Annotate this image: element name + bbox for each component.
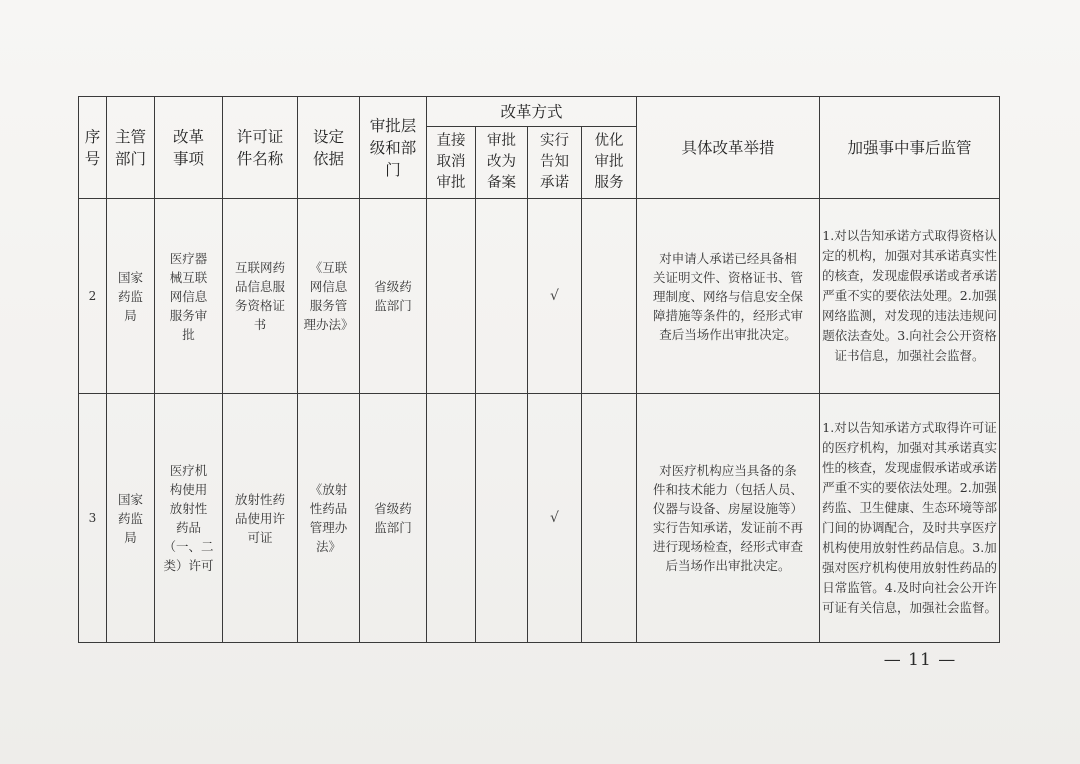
header-methods-group: 改革方式 [427, 97, 637, 127]
row-level: 省级药 监部门 [360, 199, 427, 394]
row-department: 国家 药监 局 [107, 394, 155, 643]
header-department: 主管 部门 [107, 97, 155, 199]
header-method-cancel: 直接 取消 审批 [427, 127, 476, 199]
header-item: 改革 事项 [155, 97, 223, 199]
row-method-notify: √ [528, 394, 582, 643]
row-method-cancel [427, 199, 476, 394]
row-license: 放射性药 品使用许 可证 [223, 394, 298, 643]
header-level: 审批层 级和部 门 [360, 97, 427, 199]
row-measures: 对申请人承诺已经具备相 关证明文件、资格证书、管 理制度、网络与信息安全保 障措施等条件的，经形式审 查后当场作出审批决定。 [637, 199, 820, 394]
row-method-record [476, 394, 528, 643]
header-seq: 序 号 [79, 97, 107, 199]
row-basis: 《放射 性药品 管理办 法》 [298, 394, 360, 643]
row-basis: 《互联 网信息 服务管 理办法》 [298, 199, 360, 394]
row-method-optimize [582, 199, 637, 394]
header-basis: 设定 依据 [298, 97, 360, 199]
row-supervision: 1.对以告知承诺方式取得许可证的医疗机构，加强对其承诺真实性的核查，发现虚假承诺或承诺严重不实的要依法处理。2.加强药监、卫生健康、生态环境等部门间的协调配合，及时共享医疗机构使用放射性药品信息。3.加强对医疗机构使用放射性药品的日常监管。4.及时向社会公开许可证有关信息，加强社会监督。 [820, 394, 1000, 643]
row-license: 互联网药 品信息服 务资格证 书 [223, 199, 298, 394]
header-row-1 [79, 97, 1000, 127]
header-method-record: 审批 改为 备案 [476, 127, 528, 199]
header-method-notify: 实行 告知 承诺 [528, 127, 582, 199]
row-method-optimize [582, 394, 637, 643]
row-seq: 2 [79, 199, 107, 394]
row-supervision: 1.对以告知承诺方式取得资格认定的机构，加强对其承诺真实性的核查，发现虚假承诺或者承诺严重不实的要依法处理。2.加强网络监测，对发现的违法违规问题依法查处。3.向社会公开资格证书信息，加强社会监督。 [820, 199, 1000, 394]
row-department: 国家 药监 局 [107, 199, 155, 394]
row-seq: 3 [79, 394, 107, 643]
row-measures: 对医疗机构应当具备的条 件和技术能力（包括人员、 仪器与设备、房屋设施等） 实行告知承诺，发证前不再 进行现场检查，经形式审查 后当场作出审批决定。 [637, 394, 820, 643]
header-license: 许可证 件名称 [223, 97, 298, 199]
header-measures: 具体改革举措 [637, 97, 820, 199]
row-item: 医疗器 械互联 网信息 服务审 批 [155, 199, 223, 394]
reform-table-wrapper [78, 96, 999, 642]
header-method-optimize: 优化 审批 服务 [582, 127, 637, 199]
row-level: 省级药 监部门 [360, 394, 427, 643]
row-method-cancel [427, 394, 476, 643]
row-item: 医疗机 构使用 放射性 药品 （一、二 类）许可 [155, 394, 223, 643]
reform-table [78, 96, 1000, 643]
row-method-notify: √ [528, 199, 582, 394]
row-method-record [476, 199, 528, 394]
table-row [79, 394, 1000, 643]
table-row [79, 199, 1000, 394]
page-number: — 11 — [883, 650, 957, 670]
header-supervision: 加强事中事后监管 [820, 97, 1000, 199]
